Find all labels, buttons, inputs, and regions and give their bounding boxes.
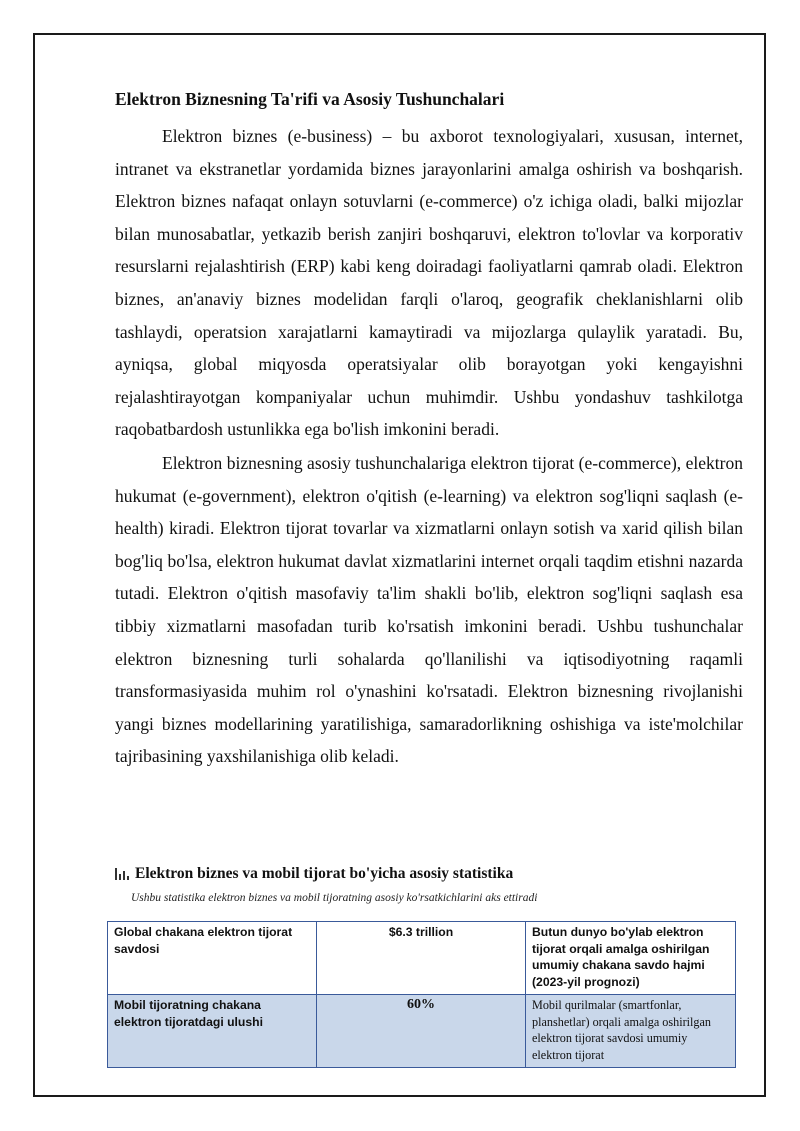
bar-chart-icon <box>115 868 129 880</box>
statistics-table <box>107 921 736 1068</box>
paragraph-definition: Elektron biznes (e-business) – bu axborot texnologiyalari, xususan, internet, intranet va ekstranetlar yordamida biznes jarayonlarini amalga oshirish va boshqarish. Elektron biznes nafaqat onlayn sotuvlarni (e-commerce) o'z ichiga oladi, balki mijozlar bilan munosabatlar, yetkazib berish zanjiri boshqaruvi, elektron to'lovlar va korporativ resurslarni rejalashtirish (ERP) kabi keng doiradagi faoliyatlarni qamrab oladi. Elektron biznes, an'anaviy biznes modelidan farqli o'laroq, geografik cheklanishlarni olib tashlaydi, operatsion xarajatlarni kamaytiradi va mijozlarga qulaylik yaratadi. Bu, ayniqsa, global miqyosda operatsiyalar olib borayotgan yoki kengayishni rejalashtirayotgan kompaniyalar uchun muhimdir. Ushbu yondashuv tashkilotga raqobatbardosh ustunlikka ega bo'lish imkonini beradi. <box>115 126 743 440</box>
statistics-heading <box>115 863 743 885</box>
statistics-section <box>115 863 743 912</box>
table-row <box>108 995 736 1068</box>
value-cell: $6.3 trillion <box>317 922 526 995</box>
metric-cell: Global chakana elektron tijorat savdosi <box>108 922 317 995</box>
metric-cell: Mobil tijoratning chakana elektron tijoratdagi ulushi <box>108 995 317 1068</box>
description-cell: Mobil qurilmalar (smartfonlar, planshetlar) orqali amalga oshirilgan elektron tijorat savdosi umumiy elektron tijorat <box>526 995 736 1068</box>
table-row <box>108 922 736 995</box>
value-cell: 60% <box>317 995 526 1068</box>
document-heading: Elektron Biznesning Ta'rifi va Asosiy Tushunchalari <box>115 89 505 109</box>
paragraph-concepts: Elektron biznesning asosiy tushunchalariga elektron tijorat (e-commerce), elektron hukumat (e-government), elektron o'qitish (e-learning) va elektron sog'liqni saqlash (e-health) kiradi. Elektron tijorat tovarlar va xizmatlarni onlayn sotish va xarid qilish bilan bog'liq bo'lsa, elektron hukumat davlat xizmatlarini internet orqali taqdim etishni nazarda tutadi. Elektron o'qitish masofaviy ta'lim shakli bo'lib, elektron sog'liqni saqlash esa tibbiy xizmatlarni masofadan turib ko'rsatish imkonini beradi. Ushbu tushunchalar elektron biznesning turli sohalarda qo'llanilishi va iqtisodiyotning raqamli transformasiyasida muhim rol o'ynashini ko'rsatadi. Elektron biznesning rivojlanishi yangi biznes modellarining yaratilishiga, samaradorlikning oshishiga va iste'molchilar tajribasining yaxshilanishiga olib keladi. <box>115 452 743 767</box>
description-cell: Butun dunyo bo'ylab elektron tijorat orqali amalga oshirilgan umumiy chakana savdo hajmi (2023-yil prognozi) <box>526 922 736 995</box>
statistics-title: Elektron biznes va mobil tijorat bo'yicha asosiy statistika <box>135 865 514 882</box>
statistics-subtitle: Ushbu statistika elektron biznes va mobil tijoratning asosiy ko'rsatkichlarini aks ettiradi <box>131 892 538 904</box>
document-body <box>115 86 743 773</box>
